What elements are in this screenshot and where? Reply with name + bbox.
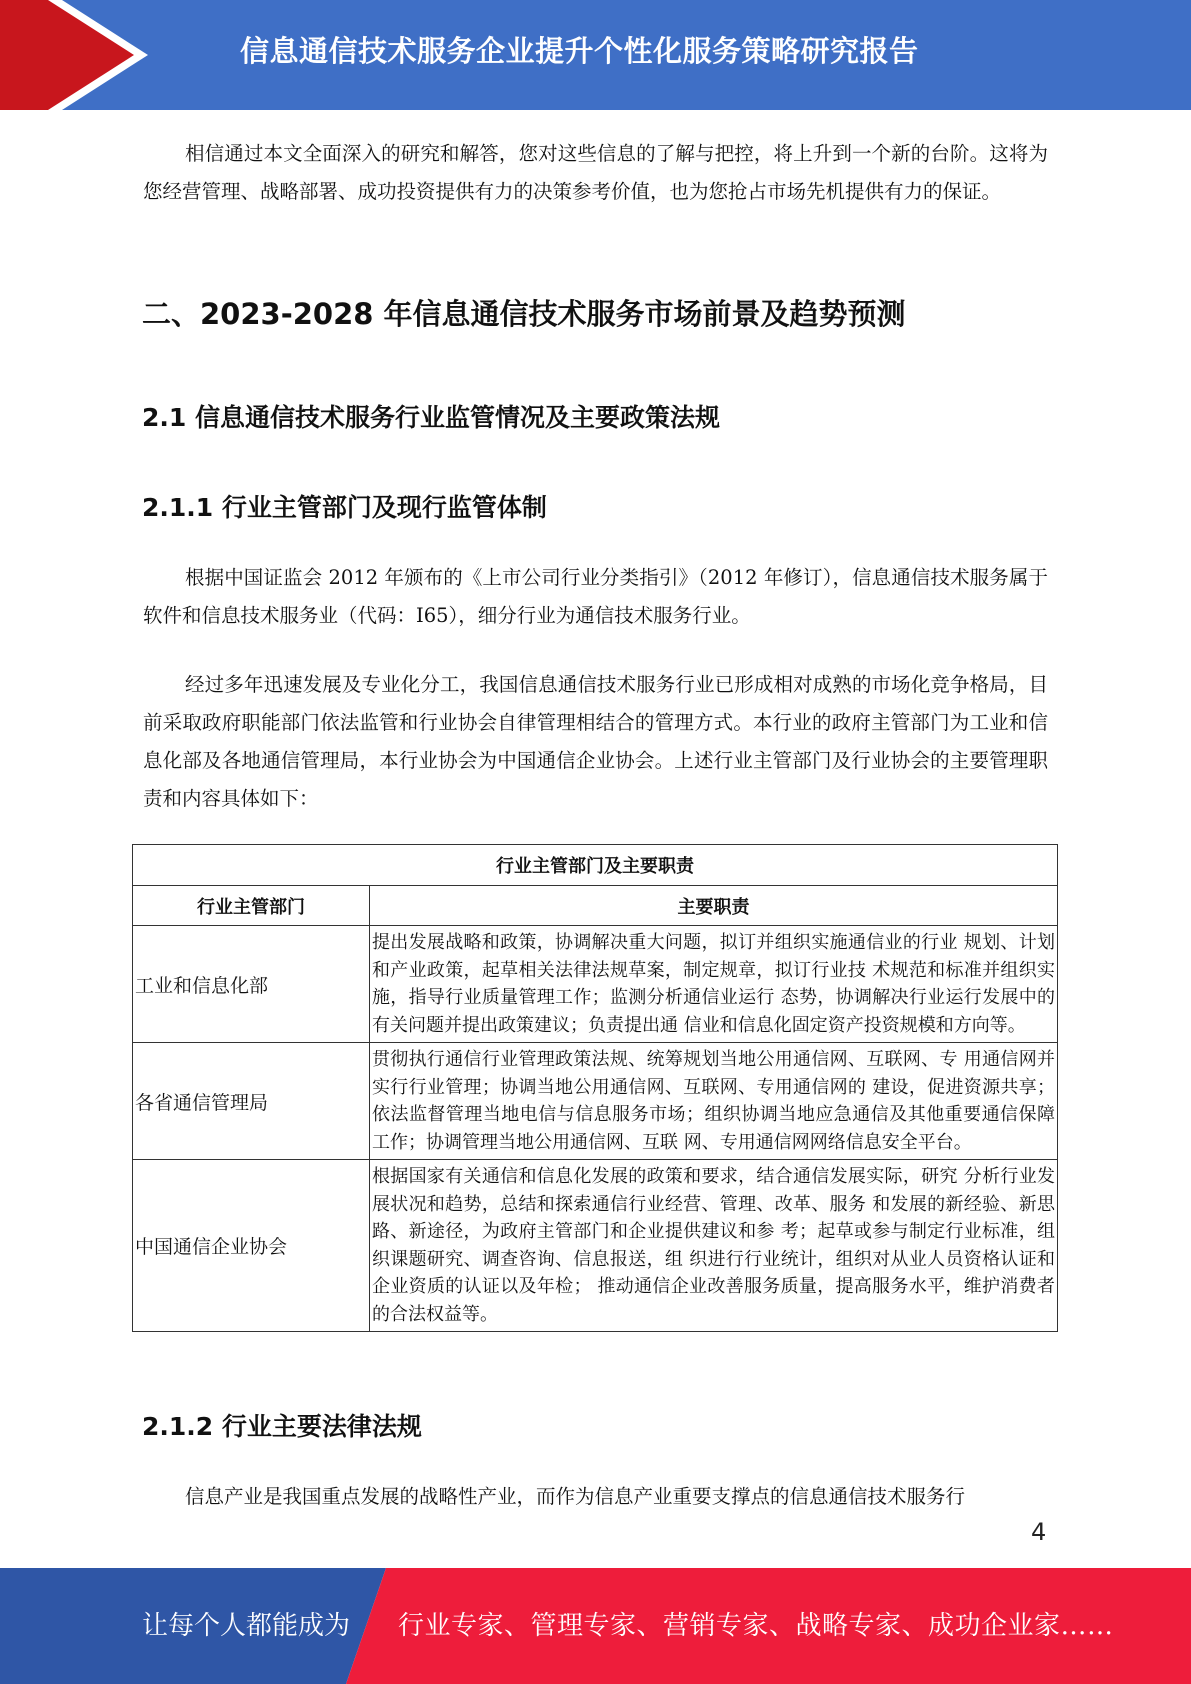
regulator-duty-table	[132, 844, 1058, 1332]
paragraph-classification: 根据中国证监会 2012 年颁布的《上市公司行业分类指引》（2012 年修订），信息通信技术服务属于软件和信息技术服务业（代码：I65），细分行业为通信技术服务行业。	[143, 566, 1048, 627]
header-chevron-graphic	[0, 0, 160, 110]
paragraph-laws: 信息产业是我国重点发展的战略性产业，而作为信息产业重要支撑点的信息通信技术服务行	[185, 1485, 966, 1508]
table-cell-duty: 贯彻执行通信行业管理政策法规、统筹规划当地公用通信网、互联网、专 用通信网并实行行业管理；协调当地公用通信网、互联网、专用通信网的 建设，促进资源共享；依法监督管理当地电信与信息服务市场；组织协调当地应急通信及其他重要通信保障工作；协调管理当地公用通信网、互联 网、专用通信网网络信息安全平台。	[370, 1043, 1058, 1160]
subsection-2-1-2-title: 2.1.2 行业主要法律法规	[142, 1412, 422, 1441]
table-row	[133, 1160, 1058, 1332]
subsection-2-1-title: 2.1 信息通信技术服务行业监管情况及主要政策法规	[142, 403, 720, 432]
subsection-2-1-1-title: 2.1.1 行业主管部门及现行监管体制	[142, 493, 547, 522]
footer-slogan-left: 让每个人都能成为	[142, 1611, 351, 1641]
section-title: 二、2023-2028 年信息通信技术服务市场前景及趋势预测	[142, 297, 906, 331]
table-row	[133, 1043, 1058, 1160]
table-cell-dept: 中国通信企业协会	[133, 1160, 370, 1332]
table-cell-duty: 根据国家有关通信和信息化发展的政策和要求，结合通信发展实际，研究 分析行业发展状况和趋势，总结和探索通信行业经营、管理、改革、服务 和发展的新经验、新思路、新途径，为政府主管部门和企业提供建议和参 考；起草或参与制定行业标准，组织课题研究、调查咨询、信息报送，组 织进行行业统计，组织对从业人员资格认证和企业资质的认证以及年检； 推动通信企业改善服务质量，提高服务水平，维护消费者的合法权益等。	[370, 1160, 1058, 1332]
table-header-row	[133, 886, 1058, 926]
footer-slogan-right: 行业专家、管理专家、营销专家、战略专家、成功企业家……	[398, 1611, 1114, 1641]
table-header-duty: 主要职责	[370, 886, 1058, 926]
table-row	[133, 926, 1058, 1043]
header-title: 信息通信技术服务企业提升个性化服务策略研究报告	[240, 34, 919, 68]
table-caption-row	[133, 845, 1058, 886]
paragraph-regulation: 经过多年迅速发展及专业化分工，我国信息通信技术服务行业已形成相对成熟的市场化竞争格局，目前采取政府职能部门依法监管和行业协会自律管理相结合的管理方式。本行业的政府主管部门为工业和信息化部及各地通信管理局，本行业协会为中国通信企业协会。上述行业主管部门及行业协会的主要管理职责和内容具体如下：	[143, 673, 1048, 810]
page-number: 4	[1031, 1518, 1047, 1546]
table-cell-dept: 工业和信息化部	[133, 926, 370, 1043]
table-cell-dept: 各省通信管理局	[133, 1043, 370, 1160]
intro-paragraph: 相信通过本文全面深入的研究和解答，您对这些信息的了解与把控，将上升到一个新的台阶。这将为您经营管理、战略部署、成功投资提供有力的决策参考价值，也为您抢占市场先机提供有力的保证。	[143, 142, 1048, 203]
table-cell-duty: 提出发展战略和政策，协调解决重大问题，拟订并组织实施通信业的行业 规划、计划和产业政策，起草相关法律法规草案，制定规章，拟订行业技 术规范和标准并组织实施，指导行业质量管理工作；监测分析通信业运行 态势，协调解决行业运行发展中的有关问题并提出政策建议；负责提出通 信业和信息化固定资产投资规模和方向等。	[370, 926, 1058, 1043]
header-red-chevron	[0, 0, 134, 110]
table-header-dept: 行业主管部门	[133, 886, 370, 926]
table-caption: 行业主管部门及主要职责	[133, 845, 1058, 886]
page-header	[0, 0, 1191, 110]
page-footer	[0, 1568, 1191, 1684]
